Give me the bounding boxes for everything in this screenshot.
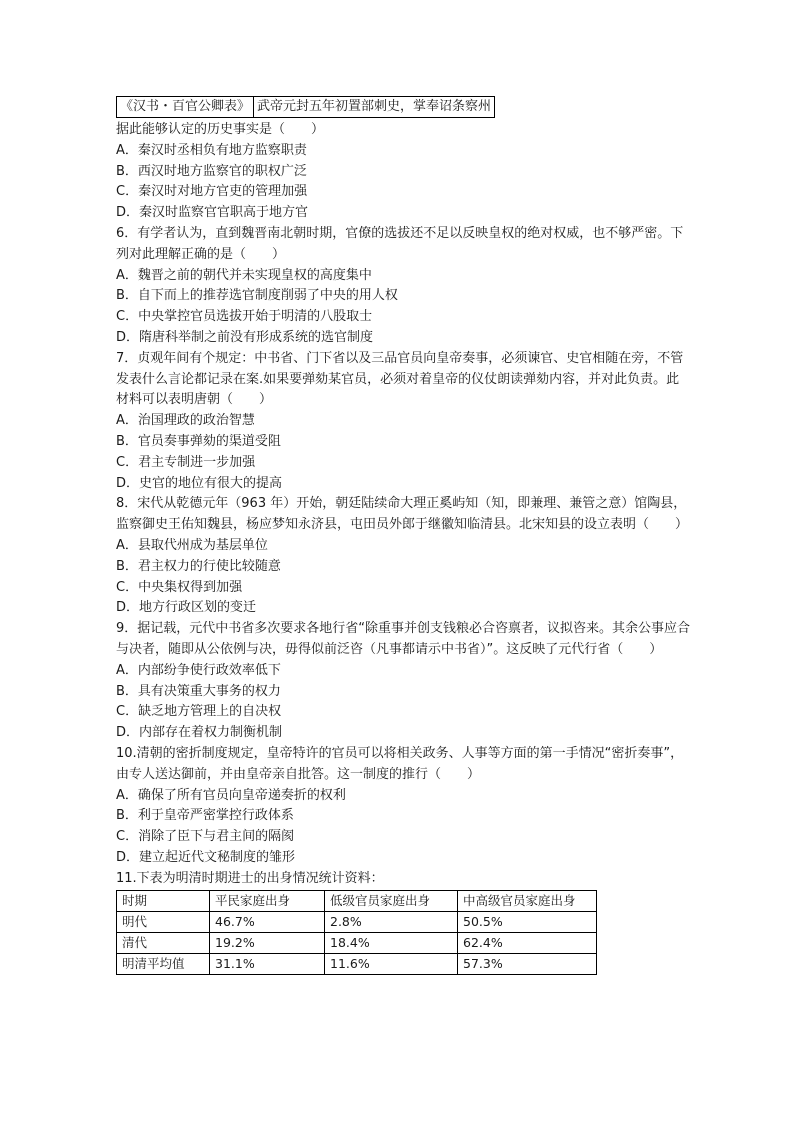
option-c: C．消除了臣下与君主间的隔阂 [116,829,295,845]
source-table [116,96,495,118]
option-b: B．自下而上的推荐选官制度削弱了中央的用人权 [116,288,398,304]
question-content [116,96,691,975]
question-10 [116,744,691,869]
option-d: D．内部存在着权力制衡机制 [116,725,283,741]
table-cell: 明清平均值 [117,954,210,975]
header-cell: 低级官员家庭出身 [325,891,458,912]
question-stem: 8．宋代从乾德元年（963 年）开始，朝廷陆续命大理正奚屿知（知，即兼理、兼管之意）馆陶县，监察御史王佑知魏县，杨应梦知永济县，屯田员外郎于继徽知临清县。北宋知县的设立表明（ ） [116,496,689,533]
option-d: D．秦汉时监察官官职高于地方官 [116,205,309,221]
table-cell: 46.7% [210,912,325,933]
table-cell: 62.4% [458,933,597,954]
table-cell: 明代 [117,912,210,933]
question-stem: 11.下表为明清时期进士的出身情况统计资料： [116,870,384,886]
stats-table [116,890,597,975]
option-d: D．地方行政区划的变迁 [116,600,257,616]
option-d: D．史官的地位有很大的提高 [116,475,283,491]
question-11 [116,869,691,976]
option-b: B．西汉时地方监察官的职权广泛 [116,163,307,179]
question-stem: 9．据记载，元代中书省多次要求各地行省“除重事并创支钱粮必合咨禀者，议拟咨来。其余公事应合与决者，随即从公依例与决，毋得似前泛咨（凡事都请示中书省）”。这反映了元代行省（ ） [116,621,691,657]
header-cell: 时期 [117,891,210,912]
option-a: A．魏晋之前的朝代并未实现皇权的高度集中 [116,267,372,283]
table-cell: 18.4% [325,933,458,954]
option-c: C．秦汉时对地方官吏的管理加强 [116,184,308,200]
option-a: A．确保了所有官员向皇帝递奏折的权利 [116,787,346,803]
table-cell: 57.3% [458,954,597,975]
table-cell: 11.6% [325,954,458,975]
option-a: A．县取代州成为基层单位 [116,537,268,553]
option-d: D．建立起近代文秘制度的雏形 [116,849,296,865]
source-book-cell: 《汉书・百官公卿表》 [117,97,254,118]
option-c: C．中央掌控官员选拔开始于明清的八股取士 [116,309,373,325]
option-b: B．具有决策重大事务的权力 [116,683,281,699]
question-8 [116,494,691,619]
option-a: A．治国理政的政治智慧 [116,413,255,429]
table-cell: 31.1% [210,954,325,975]
table-cell: 清代 [117,933,210,954]
question-stem: 10.清朝的密折制度规定，皇帝特许的官员可以将相关政务、人事等方面的第一手情况“密折奏事”，由专人送达御前，并由皇帝亲自批答。这一制度的推行（ ） [116,745,684,782]
header-cell: 平民家庭出身 [210,891,325,912]
source-row [117,97,495,118]
option-b: B．官员奏事弹劾的渠道受阻 [116,433,281,449]
option-b: B．利于皇帝严密掌控行政体系 [116,808,294,824]
option-a: A．秦汉时丞相负有地方监察职责 [116,142,307,158]
option-c: C．君主专制进一步加强 [116,454,256,470]
source-text-cell: 武帝元封五年初置部刺史，掌奉诏条察州 [254,97,495,118]
table-row [117,912,597,933]
option-a: A．内部纷争使行政效率低下 [116,662,281,678]
question-6 [116,224,691,349]
option-c: C．中央集权得到加强 [116,579,243,595]
header-cell: 中高级官员家庭出身 [458,891,597,912]
table-row [117,933,597,954]
question-5 [116,120,691,224]
question-9 [116,619,691,744]
question-stem: 6．有学者认为，直到魏晋南北朝时期，官僚的选拔还不足以反映皇权的绝对权威，也不够严密。下列对此理解正确的是（ ） [116,225,684,262]
question-stem: 据此能够认定的历史事实是（ ） [116,122,325,137]
table-row [117,954,597,975]
option-d: D．隋唐科举制之前没有形成系统的选官制度 [116,329,374,345]
question-7 [116,349,691,495]
option-b: B．君主权力的行使比较随意 [116,558,281,574]
table-cell: 50.5% [458,912,597,933]
option-c: C．缺乏地方管理上的自决权 [116,704,282,720]
question-stem: 7．贞观年间有个规定：中书省、门下省以及三品官员向皇帝奏事，必须谏官、史官相随在旁，不管发表什么言论都记录在案.如果要弹劾某官员，必须对着皇帝的仪仗朗读弹劾内容，并对此负责。此材料可以表明唐朝（ ） [116,350,684,408]
table-cell: 2.8% [325,912,458,933]
table-header-row [117,891,597,912]
table-cell: 19.2% [210,933,325,954]
